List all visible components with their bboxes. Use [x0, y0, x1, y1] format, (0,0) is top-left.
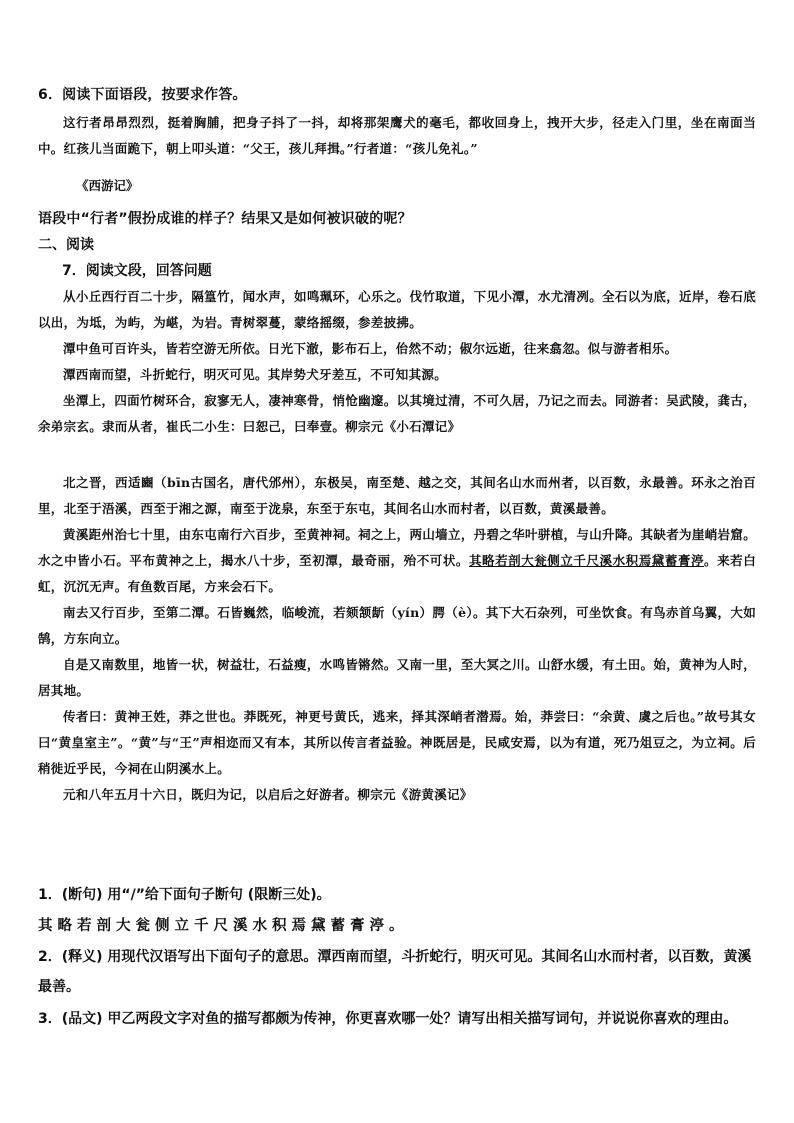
yi-paragraph-4: 自是又南数里，地皆一状，树益壮，石益瘦，水鸣皆锵然。又南一里，至大冥之川。山舒水缓，有土田。始，黄神为人时，居其地。	[38, 657, 756, 698]
question-7-title: 7．阅读文段，回答问题	[62, 263, 212, 279]
sub-question-3: 3．(品文) 甲乙两段文字对鱼的描写都颇为传神，你更喜欢哪一处？请写出相关描写词句，并说说你喜欢的理由。	[38, 1011, 738, 1027]
passage-jia	[38, 284, 756, 440]
section-2-heading: 二、阅读	[38, 237, 94, 253]
yi-paragraph-2	[38, 522, 756, 600]
jia-paragraph-1: 从小丘西行百二十步，隔篁竹，闻水声，如鸣珮环，心乐之。伐竹取道，下见小潭，水尤清冽。全石以为底，近岸，卷石底以出，为坻，为屿，为嵁，为岩。青树翠蔓，蒙络摇缀，参差披拂。	[38, 289, 756, 330]
q6-passage	[38, 110, 756, 162]
passage-yi	[38, 470, 756, 808]
underlined-sentence: 其略若剖大瓮侧立千尺溪水积焉黛蓄膏渟	[468, 553, 705, 568]
yi-p2-text-a: 黄溪距州治七十里，由东屯南行六百步，至黄神祠。祠之上，两山墙立，丹碧之华叶骈植，与山升降。其缺者为崖峭岩窟。水之中皆小石。平布黄神之上，揭水八十步，至初潭，最奇丽，殆不可状。	[38, 527, 756, 568]
jia-paragraph-2: 潭中鱼可百许头，皆若空游无所依。日光下澈，影布石上，佁然不动；俶尔远逝，往来翕忽。似与游者相乐。	[63, 341, 678, 356]
yi-p2-text-b: 。来若白虹，沉沉无声。有鱼数百尾，方来会石下。	[38, 553, 756, 594]
sub-question-1: 1．(断句) 用“/”给下面句子断句 (限断三处)。	[38, 887, 331, 903]
yi-paragraph-3: 南去又行百步，至第二潭。石皆巍然，临峻流，若颏颔龂（yín）腭（è）。其下大石杂列，可坐饮食。有鸟赤首乌翼，大如鹄，方东向立。	[38, 605, 756, 646]
sub-question-1-sentence: 其略若剖大瓮侧立千尺溪水积焉黛蓄膏渟。	[38, 918, 409, 934]
q6-source: 《西游记》	[76, 178, 139, 193]
q6-passage-text: 这行者昂昂烈烈，挺着胸脯，把身子抖了一抖，却将那架鹰犬的毫毛，都收回身上，拽开大步，径走入门里，坐在南面当中。红孩儿当面跪下，朝上叩头道：“父王，孩儿拜揖。”行者道：“孩儿免礼。”	[38, 115, 756, 156]
jia-paragraph-3: 潭西南而望，斗折蛇行，明灭可见。其岸势犬牙差互，不可知其源。	[63, 367, 448, 382]
jia-paragraph-4: 坐潭上，四面竹树环合，寂寥无人，凄神寒骨，悄怆幽邃。以其境过清，不可久居，乃记之而去。同游者：吴武陵，龚古，余弟宗玄。隶而从者，崔氏二小生：曰恕己，曰奉壹。柳宗元《小石潭记》	[38, 393, 756, 434]
sub-question-2: 2．(释义) 用现代汉语写出下面句子的意思。潭西南而望，斗折蛇行，明灭可见。其间名山水而村者，以百数，黄溪最善。	[38, 949, 752, 995]
yi-paragraph-5: 传者曰：黄神王姓，莽之世也。莽既死，神更号黄氏，逃来，择其深峭者潜焉。始，莽尝曰：“余黄、虞之后也。”故号其女曰“黄皇室主”。“黄”与“王”声相迩而又有本，其所以传言者益验。神既居是，民咸安焉，以为有道，死乃俎豆之，为立祠。后稍徙近乎民，今祠在山阴溪水上。	[38, 709, 756, 776]
question-6-title: 6．阅读下面语段，按要求作答。	[38, 87, 247, 103]
yi-paragraph-1: 北之晋，西适豳（bīn古国名，唐代邠州），东极吴，南至楚、越之交，其间名山水而州者，以百数，永最善。环永之治百里，北至于浯溪，西至于湘之源，南至于泷泉，东至于东屯，其间名山水而村者，以百数，黄溪最善。	[38, 475, 756, 516]
q6-question: 语段中“行者”假扮成谁的样子？结果又是如何被识破的呢？	[38, 211, 412, 227]
yi-paragraph-6: 元和八年五月十六日，既归为记，以启后之好游者。柳宗元《游黄溪记》	[63, 787, 473, 802]
